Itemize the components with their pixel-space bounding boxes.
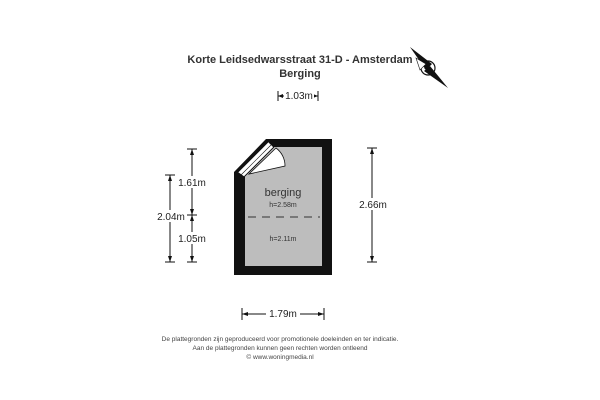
dimension-left-upper-label: 1.61m	[178, 178, 206, 189]
room-height-lower: h=2.11m	[269, 236, 297, 243]
dimension-left-segments	[187, 149, 197, 262]
disclaimer-line-2: Aan de plattegronden kunnen geen rechten worden ontleend	[192, 345, 368, 352]
room-name: berging	[264, 187, 302, 199]
dimension-left-total-label: 2.04m	[157, 212, 185, 223]
floor-title: Berging	[279, 68, 321, 80]
disclaimer-line-3: © www.woningmedia.nl	[246, 354, 314, 361]
address-title: Korte Leidsedwarsstraat 31-D - Amsterdam	[187, 54, 413, 66]
dimension-left-lower-label: 1.05m	[178, 234, 206, 245]
dimension-right-height-label: 2.66m	[359, 200, 387, 211]
room-height-upper: h=2.58m	[269, 202, 297, 209]
compass-letter: N	[422, 63, 433, 75]
north-arrow-icon	[410, 47, 448, 88]
dimension-bottom-width-label: 1.79m	[269, 309, 297, 320]
dimension-top-width-label: 1.03m	[285, 91, 313, 102]
disclaimer-line-1: De plattegronden zijn geproduceerd voor promotionele doeleinden en ter indicatie.	[161, 336, 399, 343]
